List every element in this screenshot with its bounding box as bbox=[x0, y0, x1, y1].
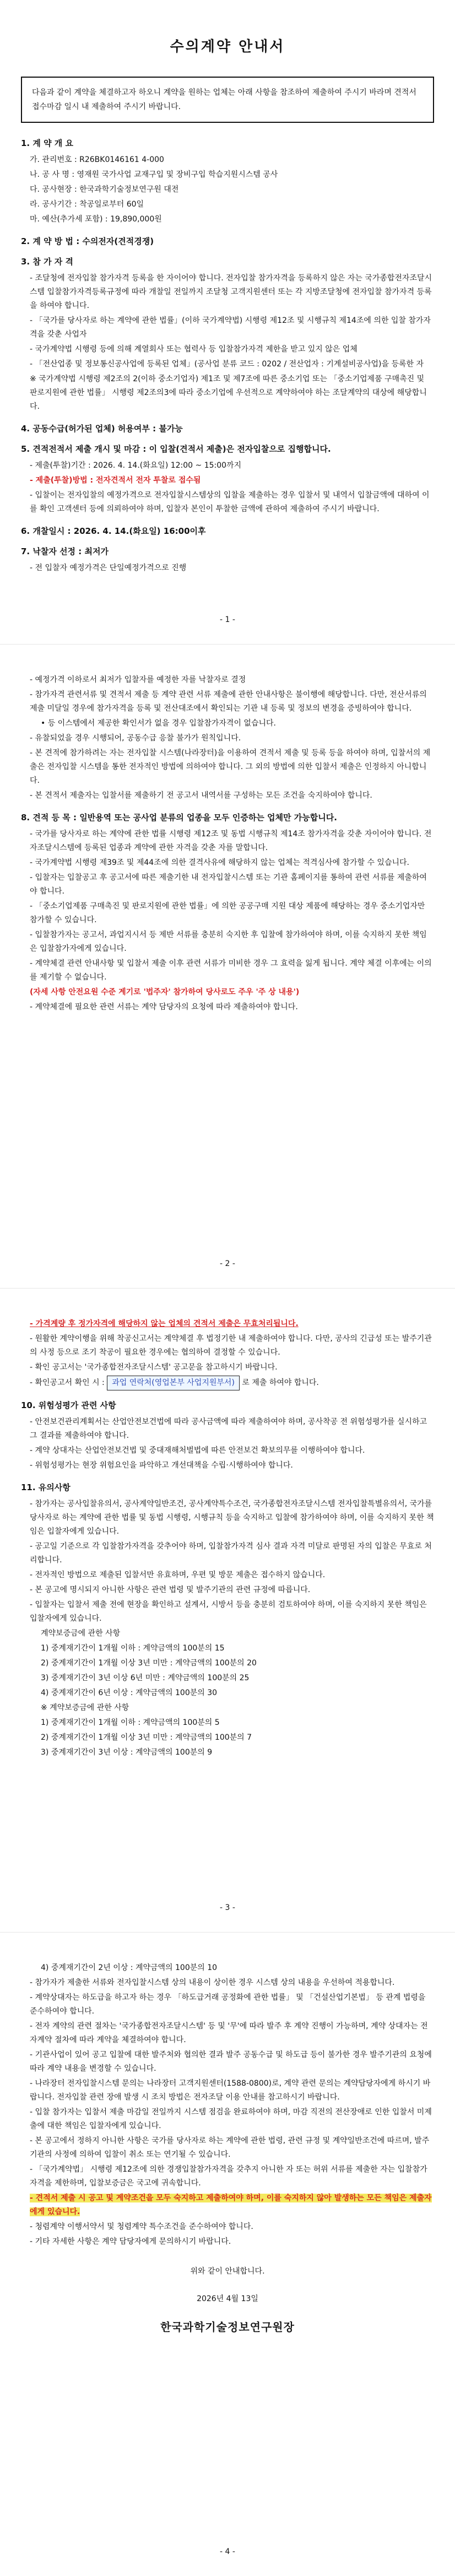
page-2-item: - 본 견적서 제출자는 입찰서를 제출하기 전 공고서 내역서를 구성하는 모든 조건을 숙지하여야 합니다. bbox=[30, 791, 372, 800]
bond-table-row: 2) 중계재기간이 1개월 이상 3년 미만 : 계약금액의 100분의 20 bbox=[41, 1659, 257, 1668]
page-2-item: - 유찰되었을 경우 시행되어, 공동수급 응찰 불가가 원칙입니다. bbox=[30, 734, 241, 743]
page-3-item: - 확인 공고서는 '국가종합전자조달시스템' 공고문을 참고하시기 바랍니다. bbox=[30, 1363, 278, 1372]
section-5-heading: 5. 견적전적서 제출 개시 및 마감 : 이 입찰(견적서 제출)은 전자입찰으로 집행합니다. bbox=[21, 444, 331, 454]
contact-tail: 로 제출 하여야 합니다. bbox=[242, 1378, 319, 1387]
section-8-item: - 입찰자는 입찰공고 후 공고서에 따른 제출기한 내 전자입찰시스템 또는 기관 홈페이지를 통하여 관련 서류를 제출하여야 합니다. bbox=[30, 873, 427, 896]
page-2-item: - 예정가격 이하로서 최저가 입찰자를 예정한 자를 낙찰자로 결정 bbox=[30, 675, 246, 684]
bond-table-row: 4) 중계재기간이 6년 이상 : 계약금액의 100분의 30 bbox=[41, 1689, 218, 1697]
bond-table-row: 2) 중계재기간이 1개월 이상 3년 미만 : 계약금액의 100분의 7 bbox=[41, 1733, 252, 1742]
section-5-item-highlight: - 제출(투찰)방법 : 전자견적서 전자 투찰로 접수됨 bbox=[30, 476, 201, 485]
section-11-heading: 11. 유의사항 bbox=[21, 1482, 71, 1492]
section-11-item: - 전자적인 방법으로 제출된 입찰서만 유효하며, 우편 및 방문 제출은 접수하지 않습니다. bbox=[30, 1571, 326, 1579]
section-1-item: 다. 공사현장 : 한국과학기술정보연구원 대전 bbox=[30, 185, 179, 194]
section-8-item: - 국가를 당사자로 하는 계약에 관한 법률 시행령 제12조 및 동법 시행규칙 제14조 참가자격을 갖춘 자이어야 합니다. 전자조달시스템에 등록된 업종과 계약에 관한 자격을 갖춘 자를 말합니다. bbox=[30, 830, 432, 852]
notice-box: 다음과 같이 계약을 체결하고자 하오니 계약을 원하는 업체는 아래 사항을 참조하여 제출하여 주시기 바라며 견적서 접수마감 일시 내 제출하여 주시기 바랍니다. bbox=[21, 77, 434, 123]
page-4-item: - 본 공고에서 정하지 아니한 사항은 국가를 당사자로 하는 계약에 관한 법령, 관련 규정 및 계약일반조건에 따르며, 발주기관의 사정에 의하여 입찰이 취소 또는 연기될 수 있습니다. bbox=[30, 2136, 430, 2159]
page-number: - 4 - bbox=[220, 2547, 235, 2556]
section-11-item: - 입찰자는 입찰서 제출 전에 현장을 확인하고 설계서, 시방서 등을 충분히 검토하여야 하며, 이를 숙지하지 못한 책임은 입찰자에게 있습니다. bbox=[30, 1600, 427, 1623]
page-4-item: - 청렴계약 이행서약서 및 청렴계약 특수조건을 준수하여야 합니다. bbox=[30, 2222, 253, 2231]
section-1-item: 마. 예산(추가세 포함) : 19,890,000원 bbox=[30, 215, 162, 224]
page-2-item: - 본 견적에 참가하려는 자는 전자입찰 시스템(나라장터)을 이용하여 견적서 제출 및 등록 등을 하여야 하며, 입찰서의 제출은 전자입찰 시스템을 통한 전자적인 방법에 의하여야 합니다. 그 외의 방법에 의한 입찰서 제출은 인정하지 아니합니다. bbox=[30, 749, 431, 785]
section-6-heading: 6. 개찰일시 : 2026. 4. 14.(화요일) 16:00이후 bbox=[21, 526, 206, 536]
section-11-item: - 공고일 기준으로 각 입찰참가자격을 갖추어야 하며, 입찰참가자격 심사 결과 자격 미달로 판명된 자의 입찰은 무효로 처리합니다. bbox=[30, 1542, 432, 1565]
contact-box: 과업 연락처(영업본부 사업지원부서) bbox=[107, 1376, 240, 1390]
section-8-item: - 입찰참가자는 공고서, 과업지시서 등 제반 서류를 충분히 숙지한 후 입찰에 참가하여야 하며, 이를 숙지하지 못한 책임은 입찰참가자에게 있습니다. bbox=[30, 930, 427, 953]
section-3-item: - 「전산업종 및 정보통신공사업에 등록된 업체」(공사업 분류 코드 : 0202 / 전산업자 : 기계설비공사업)을 등록한 자 bbox=[30, 360, 424, 369]
section-3-heading: 3. 참 가 자 격 bbox=[21, 257, 73, 267]
bond-table-title: 계약보증금에 관한 사항 bbox=[41, 1629, 121, 1638]
page-4-item: 4) 중계재기간이 2년 이상 : 계약금액의 100분의 10 bbox=[41, 1963, 218, 1972]
section-11-item: - 참가자는 공사입찰유의서, 공사계약일반조건, 공사계약특수조건, 국가종합전자조달시스템 전자입찰특별유의서, 국가를 당사자로 하는 계약에 관한 법률 및 동법 시행령, 시행규칙 등을 숙지하고 입찰에 참가하여야 하며, 이를 숙지하지 못한 책임은 입찰자에게 있습니다. bbox=[30, 1500, 434, 1536]
page-4 bbox=[0, 1932, 455, 2576]
page-1 bbox=[0, 0, 455, 644]
page-number: - 3 - bbox=[220, 1903, 235, 1912]
section-8-alert: (자세 사항 안전요원 수준 계기로 '법주자' 참가하여 당사로도 주우 '주 상 내용') bbox=[30, 988, 300, 997]
page-4-item: - 계약상대자는 하도급을 하고자 하는 경우 「하도급거래 공정화에 관한 법률」 및 「건설산업기본법」 등 관계 법령을 준수하여야 합니다. bbox=[30, 1993, 426, 2016]
section-5-item: - 입찰이는 전자입찰의 예정가격으로 전자입찰시스템상의 입찰을 제출하는 경우 입찰서 및 내역서 입찰금액에 대하여 이를 확인 고객센터 등에 의뢰하여야 하며, 입찰자 본인이 투찰한 금액에 관하여 제출하여 주시기 바랍니다. bbox=[30, 491, 430, 513]
page-2-item: • 등 이스템에서 제공한 확인서가 없을 경우 입찰참가자격이 없습니다. bbox=[41, 719, 276, 728]
document-title: 수의계약 안내서 bbox=[170, 39, 285, 55]
bond-table-row: 1) 중계재기간이 1개월 이하 : 계약금액의 100분의 15 bbox=[41, 1644, 225, 1653]
page-2 bbox=[0, 644, 455, 1288]
section-10-item: - 안전보건관리계획서는 산업안전보건법에 따라 공사금액에 따라 제출하여야 하며, 공사착공 전 위험성평가를 실시하고 그 결과를 제출하여야 합니다. bbox=[30, 1417, 427, 1440]
page-4-item: - 나라장터 전자입찰시스템 문의는 나라장터 고객지원센터(1588-0800)로, 계약 관련 문의는 계약담당자에게 하시기 바랍니다. 전자입찰 관련 장애 발생 시 조치 방법은 전자조달 이용 안내를 참고하시기 바랍니다. bbox=[30, 2079, 431, 2102]
page-4-item: - 「국가계약법」 시행령 제12조에 의한 경쟁입찰참가자격을 갖추지 아니한 자 또는 허위 서류를 제출한 자는 입찰참가자격을 제한하며, 입찰보증금은 국고에 귀속합니다. bbox=[30, 2165, 427, 2188]
closing-text: 위와 같이 안내합니다. bbox=[190, 2267, 265, 2276]
section-1-item: 라. 공사기간 : 착공일로부터 60일 bbox=[30, 200, 144, 209]
section-1-item: 가. 관리번호 : R26BK0146161 4-000 bbox=[30, 155, 164, 164]
section-1-item: 나. 공 사 명 : 영재원 국가사업 교재구입 및 장비구입 학습지원시스템 공사 bbox=[30, 170, 278, 179]
section-8-item: - 「중소기업제품 구매촉진 및 판로지원에 관한 법률」에 의한 공공구매 지원 대상 제품에 해당하는 경우 중소기업자만 참가할 수 있습니다. bbox=[30, 902, 425, 924]
section-8-item: - 계약체결에 필요한 관련 서류는 계약 담당자의 요청에 따라 제출하여야 합니다. bbox=[30, 1003, 298, 1011]
section-5-item: - 제출(투찰)기간 : 2026. 4. 14.(화요일) 12:00 ~ 15:00까지 bbox=[30, 461, 242, 470]
section-8-item: - 국가계약법 시행령 제39조 및 제44조에 의한 결격사유에 해당하지 않는 업체는 적격심사에 참가할 수 있습니다. bbox=[30, 858, 409, 867]
page-3-item: - 원활한 계약이행을 위해 착공신고서는 계약체결 후 법정기한 내 제출하여야 합니다. 다만, 공사의 긴급성 또는 발주기관의 사정 등으로 조기 착공이 필요한 경우에는 협의하여 결정할 수 있습니다. bbox=[30, 1334, 432, 1357]
section-3-note: ※ 국가계약법 시행령 제2조의 2(이하 중소기업자) 제1조 및 제7조에 따른 중소기업 또는 「중소기업제품 구매촉진 및 판로지원에 관한 법률」 시행령 제2조의3에 따라 중소기업에 우선적으로 계약하여야 하는 조달계약의 대상에 해당합니다. bbox=[30, 375, 427, 411]
bond-table-row: 1) 중계재기간이 1개월 이하 : 계약금액의 100분의 5 bbox=[41, 1718, 220, 1727]
section-4-heading: 4. 공동수급(허가된 업체) 허용여부 : 불가능 bbox=[21, 424, 183, 434]
document-date: 2026년 4월 13일 bbox=[197, 2294, 258, 2303]
page-4-item: - 기관사업이 있어 공고 입찰에 대한 발주처와 협의한 결과 발주 공동수급 및 하도급 등이 불가한 경우 발주기관의 요청에 따라 계약 내용을 변경할 수 있습니다. bbox=[30, 2050, 432, 2073]
section-3-item: - 조달청에 전자입찰 참가자격 등록을 한 자이어야 합니다. 전자입찰 참가자격을 등록하지 않은 자는 국가종합전자조달시스템 입찰참가자격등록규정에 따라 개찰일 전일까지 조달청 고객지원센터 또는 각 지방조달청에 전자입찰 참가자격 등록을 하여야 합니다. bbox=[30, 274, 432, 310]
bond-table-row: 3) 중계재기간이 3년 이상 : 계약금액의 100분의 9 bbox=[41, 1748, 213, 1757]
page-number: - 2 - bbox=[220, 1259, 235, 1268]
page-2-item: - 참가자격 관련서류 및 견적서 제출 등 계약 관련 서류 제출에 관한 안내사항은 불이행에 해당합니다. 다만, 전산서류의 제출 미달일 경우에 참가자격을 등록 및 전산대조에서 확인되는 기관 내 등록 및 정보의 변경을 증빙하여야 합니다. bbox=[30, 690, 427, 713]
section-7-heading: 7. 낙찰자 선정 : 최저가 bbox=[21, 546, 109, 556]
section-10-item: - 계약 상대자는 산업안전보건법 및 중대재해처벌법에 따른 안전보건 확보의무를 이행하여야 합니다. bbox=[30, 1446, 365, 1455]
page-4-item: - 입찰 참가자는 입찰서 제출 마감일 전일까지 시스템 점검을 완료하여야 하며, 마감 직전의 전산장애로 인한 입찰서 미제출에 대한 책임은 입찰자에게 있습니다. bbox=[30, 2108, 432, 2130]
page-4-item: - 기타 자세한 사항은 계약 담당자에게 문의하시기 바랍니다. bbox=[30, 2237, 231, 2246]
signer-name: 한국과학기술정보연구원장 bbox=[160, 2320, 295, 2334]
section-8-item: - 계약체결 관련 안내사항 및 입찰서 제출 이후 관련 서류가 미비한 경우 그 효력을 잃게 됩니다. 계약 체결 이후에는 이의를 제기할 수 없습니다. bbox=[30, 959, 432, 982]
page-4-item: - 전자 계약의 관련 절차는 '국가종합전자조달시스템' 등 및 '무'에 따라 발주 후 계약 진행이 가능하며, 계약 상대자는 전자계약 절차에 따라 계약을 체결하여야 합니다. bbox=[30, 2022, 428, 2044]
page-3 bbox=[0, 1288, 455, 1932]
section-1-heading: 1. 계 약 개 요 bbox=[21, 138, 73, 148]
contact-line bbox=[30, 1376, 434, 1390]
page-4-item: - 참가자가 제출한 서류와 전자입찰시스템 상의 내용이 상이한 경우 시스템 상의 내용을 우선하여 적용합니다. bbox=[30, 1978, 395, 1987]
highlight-text: - 견적서 제출 시 공고 및 계약조건을 모두 숙지하고 제출하여야 하며, 이를 숙지하지 않아 발생하는 모든 책임은 제출자에게 있습니다. bbox=[30, 2194, 432, 2216]
section-10-item: - 위험성평가는 현장 위험요인을 파악하고 개선대책을 수립·시행하여야 합니다. bbox=[30, 1461, 293, 1470]
page-3-red-line: - 가격계량 후 정가자격에 해당하지 않는 업체의 견적서 제출은 무효처리됩니다. bbox=[30, 1319, 299, 1328]
page-4-highlight bbox=[30, 2191, 434, 2219]
section-10-heading: 10. 위험성평가 관련 사항 bbox=[21, 1400, 116, 1410]
section-7-item: - 전 입찰자 예정가격은 단일예정가격으로 진행 bbox=[30, 564, 187, 572]
bond-table-row: ※ 계약보증금에 관한 사항 bbox=[41, 1703, 129, 1712]
section-11-item: - 본 공고에 명시되지 아니한 사항은 관련 법령 및 발주기관의 관련 규정에 따릅니다. bbox=[30, 1585, 311, 1594]
section-8-heading: 8. 견적 등 목 : 일반용역 또는 공사업 분류의 업종을 모두 인증하는 업체만 가능합니다. bbox=[21, 813, 337, 822]
section-2-heading: 2. 계 약 방 법 : 수의전자(견적경쟁) bbox=[21, 236, 154, 246]
page-number: - 1 - bbox=[220, 615, 235, 624]
contact-label: - 확인공고서 확인 시 : bbox=[30, 1378, 105, 1387]
section-3-item: - 국가계약법 시행령 등에 의해 계열회사 또는 협력사 등 입찰참가자격 제한을 받고 있지 않은 업체 bbox=[30, 345, 358, 354]
section-3-item: - 「국가를 당사자로 하는 계약에 관한 법률」(이하 국가계약법) 시행령 제12조 및 시행규칙 제14조에 의한 입찰 참가자격을 갖춘 사업자 bbox=[30, 316, 431, 339]
bond-table-row: 3) 중계재기간이 3년 이상 6년 미만 : 계약금액의 100분의 25 bbox=[41, 1674, 250, 1682]
